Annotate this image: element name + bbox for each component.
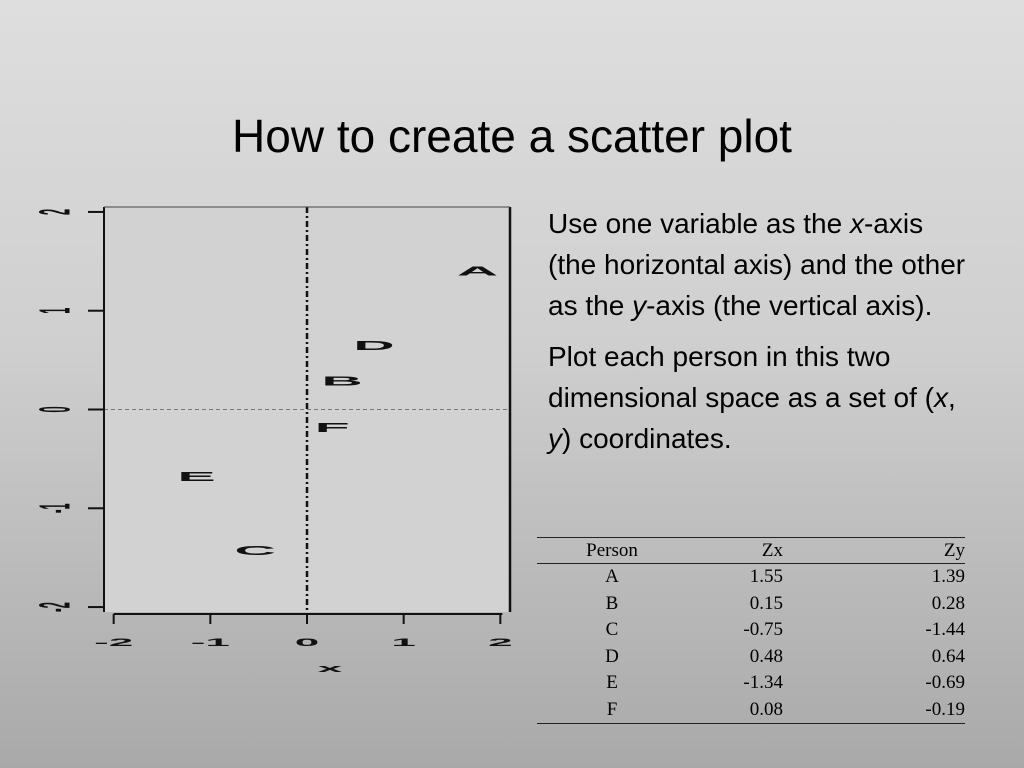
table-row [537,644,965,671]
y-tick-label: -1 [29,503,80,514]
table-row [537,697,965,724]
slide-title: How to create a scatter plot [232,110,792,162]
x-tick-label: -1 [190,636,230,649]
table-row [537,617,965,644]
table-cell: E [606,672,618,693]
table-cell: 1.39 [931,566,965,587]
table-cell: -1.34 [743,672,783,693]
data-table [537,537,965,724]
point-label: E [177,469,216,485]
point-label: C [234,543,276,559]
x-tick-label: 2 [488,636,513,649]
bullet-list [548,203,978,469]
table-cell: A [605,566,619,587]
bullet-text: , [947,382,956,413]
table-cell: -0.19 [835,697,965,724]
y-variable: y [548,423,562,454]
y-variable: y [632,290,647,321]
bullet-text: -axis (the vertical axis). [646,290,933,321]
table-cell: D [605,645,619,667]
point-label: F [314,419,350,435]
y-tick-label: 2 [29,208,80,215]
bullet-axes [548,203,978,326]
x-variable: x [849,208,864,239]
y-tick-label: 0 [29,406,80,413]
table-cell: -0.75 [743,619,783,640]
x-tick-label: 1 [391,636,416,649]
x-tick-label: 0 [294,636,320,649]
bullet-text: Use one variable as the [548,208,850,239]
table-cell: 0.48 [749,645,783,667]
x-axis-title: x [317,662,343,675]
table-cell: 1.55 [749,566,783,587]
table-row [537,564,965,591]
table-row [537,670,965,697]
table-cell: B [605,592,619,614]
table-cell: 0.64 [931,645,965,667]
x-variable: x [933,382,948,413]
table-row [537,591,965,618]
x-tick-label: -2 [94,636,134,649]
table-header-row [537,538,965,564]
table-cell: -0.69 [925,672,965,693]
table-cell: 0.28 [931,592,965,614]
point-label: B [321,373,363,389]
table-cell: 0.15 [749,592,783,614]
column-header: Zx [687,538,783,564]
y-tick-label: -2 [29,602,80,612]
column-header: Person [537,538,687,564]
table-cell: -1.44 [925,619,965,640]
bullet-text: -axis (the horizontal axis) and the other as the [548,208,966,321]
table-cell: 0.08 [687,697,783,724]
y-tick-label: 1 [29,307,80,314]
table-cell: C [605,619,619,640]
point-label: A [456,263,499,279]
point-label: D [353,337,395,353]
bullet-plot [548,336,978,459]
column-header: Zy [835,538,965,564]
bullet-text: ) coordinates. [562,423,732,454]
table-cell: F [537,697,687,724]
bullet-text: Plot each person in this two dimensional space as a set of ( [548,341,934,413]
